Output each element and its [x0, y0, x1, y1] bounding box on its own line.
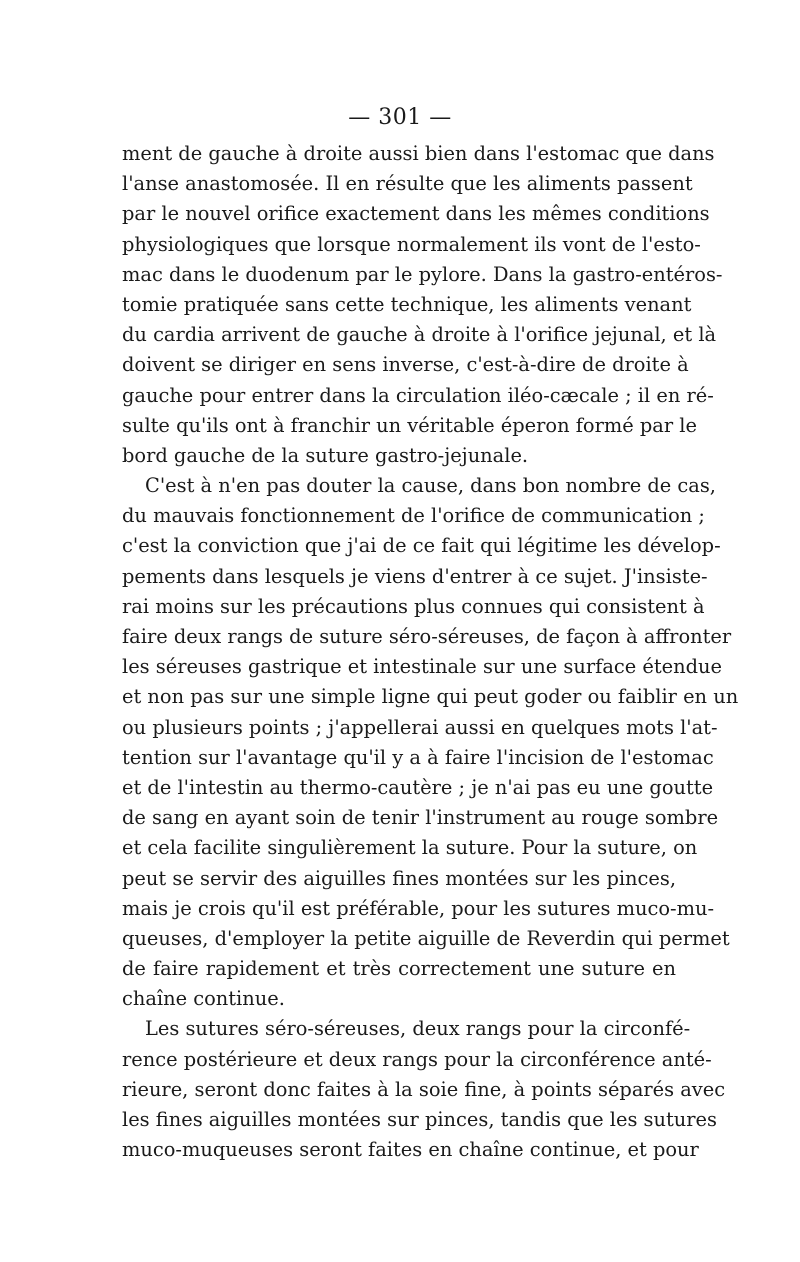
text-line: gauche pour entrer dans la circulation iléo-cæcale ; il en ré-: [122, 383, 714, 407]
text-line: du mauvais fonctionnement de l'orifice de communication ;: [122, 504, 705, 528]
text-line: les séreuses gastrique et intestinale sur une surface étendue: [122, 655, 722, 679]
text-line: et cela facilite singulièrement la suture. Pour la suture, on: [122, 836, 698, 860]
text-line: faire deux rangs de suture séro-séreuses, de façon à affronter: [122, 625, 732, 648]
text-line: sulte qu'ils ont à franchir un véritable éperon formé par le: [122, 413, 697, 437]
text-line: C'est à n'en pas douter la cause, dans bon nombre de cas,: [145, 474, 716, 498]
text-line: Les sutures séro-séreuses, deux rangs pour la circonfé-: [145, 1017, 691, 1041]
text-line: pements dans lesquels je viens d'entrer à ce sujet. J'insiste-: [122, 564, 708, 588]
text-line: physiologiques que lorsque normalement ils vont de l'esto-: [122, 232, 701, 256]
text-line: l'anse anastomosée. Il en résulte que les aliments passent: [122, 172, 693, 196]
text-line: et non pas sur une simple ligne qui peut goder ou faiblir en un: [122, 685, 739, 709]
text-line: mac dans le duodenum par le pylore. Dans la gastro-entéros-: [122, 262, 723, 286]
text-line: ment de gauche à droite aussi bien dans l'estomac que dans: [122, 142, 715, 165]
paragraph: [122, 139, 723, 471]
text-line: chaîne continue.: [122, 987, 285, 1011]
text-line: rieure, seront donc faites à la soie fine, à points séparés avec: [122, 1077, 726, 1101]
text-line: peut se servir des aiguilles fines montées sur les pinces,: [122, 866, 676, 890]
text-line: de sang en ayant soin de tenir l'instrument au rouge sombre: [122, 806, 719, 830]
text-line: doivent se diriger en sens inverse, c'est-à-dire de droite à: [122, 353, 689, 377]
text-line: par le nouvel orifice exactement dans les mêmes conditions: [122, 202, 710, 226]
text-line: c'est la conviction que j'ai de ce fait qui légitime les dévelop-: [122, 534, 721, 558]
text-line: bord gauche de la suture gastro-jejunale.: [122, 443, 529, 467]
text-line: muco-muqueuses seront faites en chaîne continue, et pour: [122, 1138, 699, 1162]
body-text: [122, 139, 739, 1165]
text-line: rai moins sur les précautions plus connues qui consistent à: [122, 594, 705, 618]
text-line: mais je crois qu'il est préférable, pour les sutures muco-mu-: [122, 896, 715, 920]
text-line: de faire rapidement et très correctement une suture en: [122, 957, 676, 981]
text-line: ou plusieurs points ; j'appellerai aussi en quelques mots l'at-: [122, 715, 718, 739]
paragraph: [122, 471, 739, 1014]
text-line: queuses, d'employer la petite aiguille de Reverdin qui permet: [122, 926, 730, 950]
text-line: les fines aiguilles montées sur pinces, tandis que les sutures: [122, 1108, 717, 1131]
text-line: et de l'intestin au thermo-cautère ; je n'ai pas eu une goutte: [122, 775, 714, 799]
text-line: rence postérieure et deux rangs pour la circonférence anté-: [122, 1047, 712, 1071]
paragraph: [122, 1014, 726, 1165]
text-line: tomie pratiquée sans cette technique, les aliments venant: [122, 292, 692, 316]
text-line: tention sur l'avantage qu'il y a à faire l'incision de l'estomac: [122, 745, 714, 769]
text-line: du cardia arrivent de gauche à droite à l'orifice jejunal, et là: [122, 323, 717, 347]
page-number: — 301 —: [348, 105, 452, 130]
